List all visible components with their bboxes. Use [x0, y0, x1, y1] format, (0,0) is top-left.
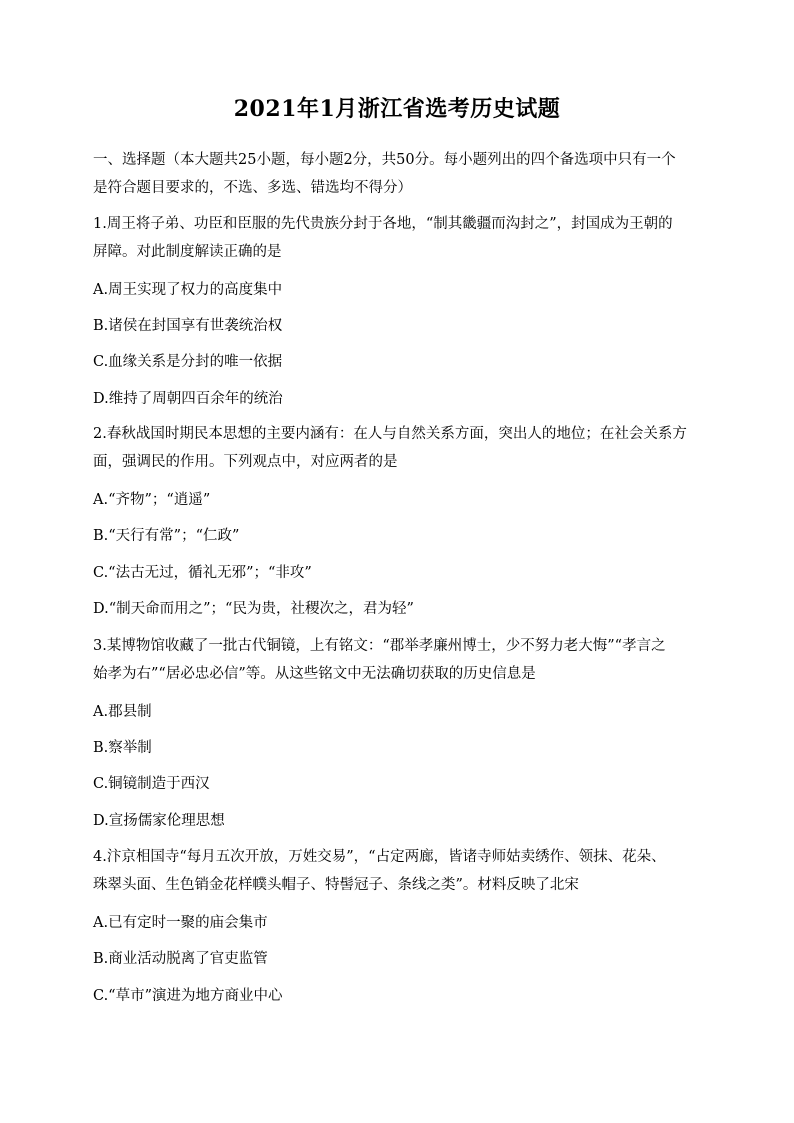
section-intro-line: 是符合题目要求的，不选、多选、错选均不得分） — [93, 180, 412, 196]
question-2-option-b: B.“天行有常”；“仁政” — [93, 528, 240, 544]
question-3-stem — [93, 632, 709, 688]
question-stem-line: 3.某博物馆收藏了一批古代铜镜，上有铭文：“郡举孝廉州博士，少不努力老大悔”“孝言之 — [93, 638, 666, 654]
question-stem-line: 始孝为右”“居必忠必信”等。从这些铭文中无法确切获取的历史信息是 — [93, 666, 536, 682]
page-title: 2021年1月浙江省选考历史试题 — [233, 96, 561, 122]
question-stem-line: 屏障。对此制度解读正确的是 — [93, 244, 282, 260]
section-intro — [93, 146, 709, 202]
question-stem-line: 珠翠头面、生色销金花样幞头帽子、特髻冠子、条线之类”。材料反映了北宋 — [93, 877, 579, 893]
question-4-stem — [93, 843, 709, 899]
question-stem-line: 4.汴京相国寺“每月五次开放，万姓交易”，“占定两廊，皆诸寺师姑卖绣作、领抹、花朵、 — [93, 849, 666, 865]
question-1-option-b: B.诸侯在封国享有世袭统治权 — [93, 318, 283, 334]
question-1-option-c: C.血缘关系是分封的唯一依据 — [93, 354, 283, 370]
question-4-option-b: B.商业活动脱离了官吏监管 — [93, 951, 268, 967]
question-3-option-c: C.铜镜制造于西汉 — [93, 776, 210, 792]
question-stem-line: 面，强调民的作用。下列观点中，对应两者的是 — [93, 454, 398, 470]
question-1-stem — [93, 210, 709, 266]
question-1-option-a: A.周王实现了权力的高度集中 — [93, 282, 283, 298]
question-4-option-a: A.已有定时一聚的庙会集市 — [93, 915, 268, 931]
question-3-option-d: D.宣扬儒家伦理思想 — [93, 813, 225, 829]
question-2-option-c: C.“法古无过，循礼无邪”；“非攻” — [93, 565, 312, 581]
question-stem-line: 1.周王将子弟、功臣和臣服的先代贵族分封于各地，“制其畿疆而沟封之”，封国成为王朝的 — [93, 216, 673, 232]
question-3-option-b: B.察举制 — [93, 740, 152, 756]
section-intro-line: 一、选择题（本大题共25小题，每小题2分，共50分。每小题列出的四个备选项中只有一个 — [93, 152, 676, 168]
question-stem-line: 2.春秋战国时期民本思想的主要内涵有：在人与自然关系方面，突出人的地位；在社会关系方 — [93, 426, 687, 442]
question-3-option-a: A.郡县制 — [93, 704, 152, 720]
question-2-option-d: D.“制天命而用之”；“民为贵，社稷次之，君为轻” — [93, 601, 414, 617]
question-4-option-c: C.“草市”演进为地方商业中心 — [93, 988, 283, 1004]
question-2-option-a: A.“齐物”；“逍遥” — [93, 492, 211, 508]
question-2-stem — [93, 420, 709, 476]
question-1-option-d: D.维持了周朝四百余年的统治 — [93, 391, 283, 407]
